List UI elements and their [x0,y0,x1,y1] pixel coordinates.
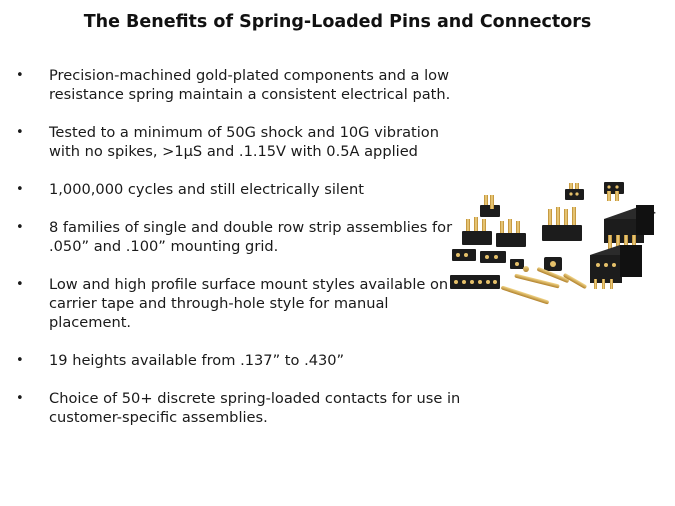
bullet-text: Choice of 50+ discrete spring-loaded contacts for use in customer-specific assemblies. [49,390,461,426]
list-item [16,275,466,332]
two-pin-connector [604,182,624,201]
spring-loaded-contacts [501,266,588,305]
list-item [16,389,466,427]
mini-connector [510,259,524,269]
bullet-icon: • [16,125,24,140]
bullet-icon: • [16,391,24,406]
bullet-text: Tested to a minimum of 50G shock and 10G vibration with no spikes, >1µS and .1.15V with 0.5A applied [49,124,439,160]
bullet-text: 19 heights available from .137” to .430” [49,352,345,369]
surface-mount-connector [590,245,642,289]
connector-product-photo [444,175,670,315]
bullet-icon: • [16,353,24,368]
double-row-strip [462,217,526,247]
bullet-icon: • [16,68,24,83]
list-item [16,351,466,370]
single-pin-connector [480,195,500,217]
surface-mount-connector [604,205,656,249]
list-item [16,123,466,161]
bullet-icon: • [16,182,24,197]
single-row-strip [542,207,582,241]
bullet-text: Low and high profile surface mount styles available on carrier tape and through-hole style for manual placement. [49,276,449,331]
bullet-text: 1,000,000 cycles and still electrically silent [49,181,364,198]
double-row-strip [450,275,500,289]
list-item [16,66,466,104]
benefits-list [16,66,466,446]
list-item [16,180,466,199]
square-connector [452,249,506,263]
bullet-icon: • [16,220,24,235]
bullet-icon: • [16,277,24,292]
square-connector [544,257,562,271]
two-pin-connector [565,183,584,200]
bullet-text: Precision-machined gold-plated components and a low resistance spring maintain a consistent electrical path. [49,67,451,103]
list-item [16,218,466,256]
slide-title: The Benefits of Spring-Loaded Pins and Connectors [83,12,592,32]
bullet-text: 8 families of single and double row strip assemblies for .050” and .100” mounting grid. [49,219,453,255]
